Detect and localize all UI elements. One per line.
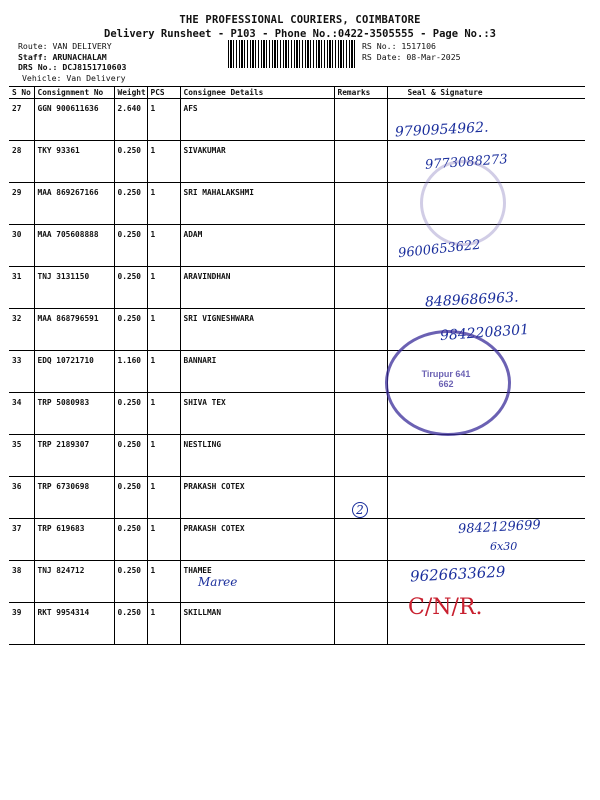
sno-cell: 28 (9, 141, 34, 183)
sno-cell: 39 (9, 603, 34, 645)
consignment-cell: TNJ 824712 (34, 561, 114, 603)
consignee-cell: SRI MAHALAKSHMI (180, 183, 334, 225)
drs-number: DRS No.: DCJ8151710603 (18, 62, 127, 73)
handwritten-remark-39: C/N/R. (408, 595, 483, 620)
consignment-cell: TNJ 3131150 (34, 267, 114, 309)
remarks-cell (334, 183, 387, 225)
sno-cell: 33 (9, 351, 34, 393)
consignment-cell: MAA 869267166 (34, 183, 114, 225)
consignment-cell: EDQ 10721710 (34, 351, 114, 393)
consignee-cell: ADAM (180, 225, 334, 267)
rs-date: RS Date: 08-Mar-2025 (362, 51, 461, 62)
consignee-cell: SIVAKUMAR (180, 141, 334, 183)
handwritten-box-36: 2 (352, 502, 368, 518)
consignment-cell: GGN 900611636 (34, 99, 114, 141)
remarks-cell (334, 267, 387, 309)
stamp-text: Tirupur 641 662 (421, 369, 471, 389)
weight-cell: 0.250 (114, 183, 147, 225)
sno-cell: 27 (9, 99, 34, 141)
consignee-cell: SRI VIGNESHWARA (180, 309, 334, 351)
pcs-cell: 1 (147, 267, 180, 309)
sno-cell: 38 (9, 561, 34, 603)
consignment-cell: TRP 5080983 (34, 393, 114, 435)
pcs-cell: 1 (147, 561, 180, 603)
pcs-cell: 1 (147, 477, 180, 519)
consignee-cell: SKILLMAN (180, 603, 334, 645)
pcs-cell: 1 (147, 141, 180, 183)
consignee-cell: AFS (180, 99, 334, 141)
consignment-cell: TRP 619683 (34, 519, 114, 561)
weight-cell: 0.250 (114, 603, 147, 645)
weight-cell: 2.640 (114, 99, 147, 141)
vehicle-text: Vehicle: Van Delivery (22, 72, 126, 83)
handwritten-note-37: 6x30 (490, 540, 518, 553)
table-row (9, 435, 585, 477)
signature-cell (387, 477, 585, 519)
remarks-cell (334, 99, 387, 141)
sno-cell: 34 (9, 393, 34, 435)
consignee-cell: NESTLING (180, 435, 334, 477)
remarks-cell (334, 351, 387, 393)
consignment-cell: MAA 705608888 (34, 225, 114, 267)
handwritten-phone-28: 9773088273 (424, 152, 509, 173)
col-header-pcs: PCS (147, 87, 180, 99)
table-row (9, 603, 585, 645)
consignee-cell: SHIVA TEX (180, 393, 334, 435)
consignee-cell: PRAKASH COTEX (180, 519, 334, 561)
col-header-sno: S No (9, 87, 34, 99)
remarks-cell (334, 225, 387, 267)
sno-cell: 30 (9, 225, 34, 267)
runsheet-subtitle: Delivery Runsheet - P103 - Phone No.:0422-3505555 - Page No.:3 (104, 28, 496, 40)
remarks-cell (334, 141, 387, 183)
sno-cell: 32 (9, 309, 34, 351)
runsheet-meta-right (362, 41, 461, 62)
consignment-cell: MAA 868796591 (34, 309, 114, 351)
handwritten-phone-33: 9842208301 (439, 321, 530, 345)
consignment-cell: TKY 93361 (34, 141, 114, 183)
col-header-weight: Weight (114, 87, 147, 99)
company-title: THE PROFESSIONAL COURIERS, COIMBATORE (179, 14, 421, 26)
sno-cell: 31 (9, 267, 34, 309)
handwritten-phone-30: 9600653622 (397, 237, 482, 262)
table-row (9, 99, 585, 141)
col-header-remarks: Remarks (334, 87, 387, 99)
runsheet-meta-left (18, 41, 126, 83)
pcs-cell: 1 (147, 519, 180, 561)
sno-cell: 35 (9, 435, 34, 477)
route-text: Route: VAN DELIVERY (18, 41, 112, 51)
table-row (9, 477, 585, 519)
pcs-cell: 1 (147, 393, 180, 435)
barcode (228, 40, 355, 68)
faded-seal-stamp (420, 160, 506, 246)
remarks-cell (334, 393, 387, 435)
col-header-consignment: Consignment No (34, 87, 114, 99)
staff-text: Staff: ARUNACHALAM (18, 51, 107, 62)
consignment-cell: RKT 9954314 (34, 603, 114, 645)
col-header-consignee: Consignee Details (180, 87, 334, 99)
weight-cell: 0.250 (114, 141, 147, 183)
handwritten-phone-38: 9626633629 (409, 562, 506, 586)
sno-cell: 37 (9, 519, 34, 561)
remarks-cell (334, 435, 387, 477)
remarks-cell (334, 519, 387, 561)
weight-cell: 0.250 (114, 561, 147, 603)
pcs-cell: 1 (147, 99, 180, 141)
pcs-cell: 1 (147, 309, 180, 351)
sno-cell: 36 (9, 477, 34, 519)
handwritten-name-38: Maree (198, 575, 238, 589)
remarks-cell (334, 603, 387, 645)
consignment-cell: TRP 2189307 (34, 435, 114, 477)
handwritten-phone-37: 9842129699 (457, 517, 542, 538)
col-header-signature: Seal & Signature (387, 87, 585, 99)
weight-cell: 0.250 (114, 393, 147, 435)
weight-cell: 0.250 (114, 309, 147, 351)
pcs-cell: 1 (147, 183, 180, 225)
weight-cell: 0.250 (114, 519, 147, 561)
remarks-cell (334, 309, 387, 351)
rs-number: RS No.: 1517106 (362, 41, 436, 51)
consignee-cell: PRAKASH COTEX (180, 477, 334, 519)
pcs-cell: 1 (147, 351, 180, 393)
weight-cell: 0.250 (114, 477, 147, 519)
table-header-row (9, 87, 585, 99)
pcs-cell: 1 (147, 603, 180, 645)
handwritten-phone-31: 8489686963. (424, 289, 519, 311)
consignee-cell: BANNARI (180, 351, 334, 393)
weight-cell: 0.250 (114, 267, 147, 309)
weight-cell: 1.160 (114, 351, 147, 393)
consignment-cell: TRP 6730698 (34, 477, 114, 519)
consignee-cell: ARAVINDHAN (180, 267, 334, 309)
weight-cell: 0.250 (114, 225, 147, 267)
pcs-cell: 1 (147, 225, 180, 267)
sno-cell: 29 (9, 183, 34, 225)
company-seal-stamp (385, 330, 511, 436)
consignee-cell: THAMEE (180, 561, 334, 603)
remarks-cell (334, 561, 387, 603)
table-row (9, 225, 585, 267)
pcs-cell: 1 (147, 435, 180, 477)
weight-cell: 0.250 (114, 435, 147, 477)
signature-cell (387, 435, 585, 477)
handwritten-phone-27: 9790954962. (394, 119, 489, 141)
